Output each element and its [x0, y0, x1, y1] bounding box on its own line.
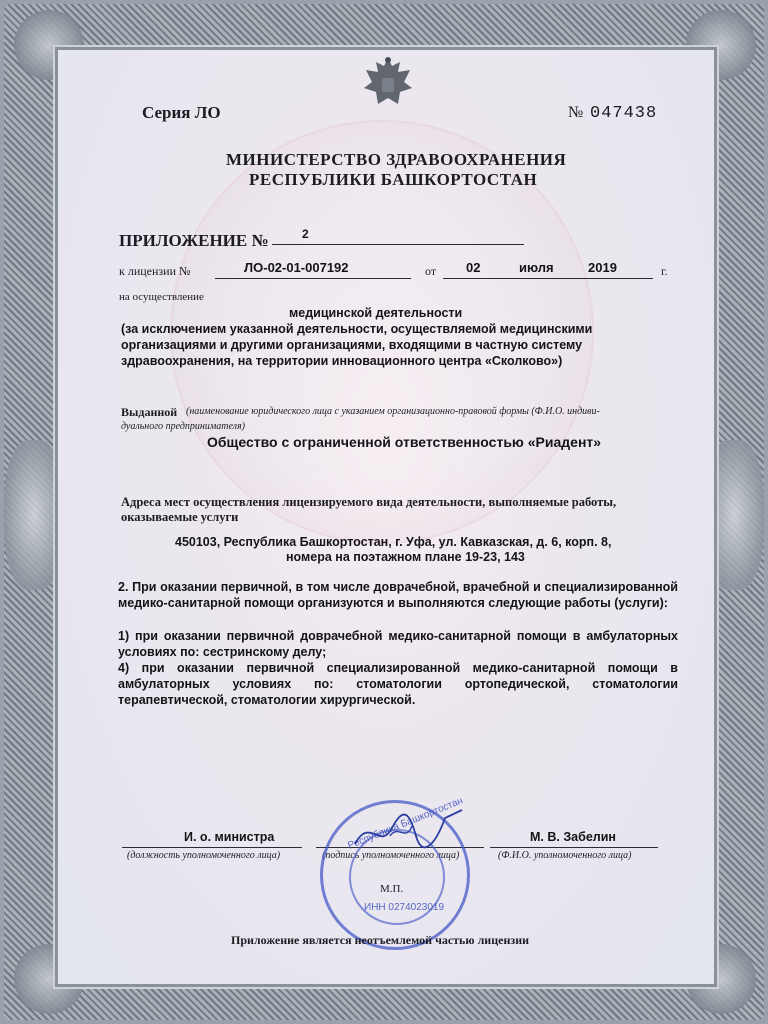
activity-line1: медицинской деятельности [289, 306, 463, 320]
date-month: июля [519, 260, 554, 275]
license-label: к лицензии № [119, 264, 191, 278]
appendix-number: 2 [302, 227, 309, 241]
address-line1: 450103, Республика Башкортостан, г. Уфа, ул. Кавказская, д. 6, корп. 8, [175, 535, 612, 549]
mp-mark: М.П. [380, 883, 404, 895]
date-year: 2019 [588, 260, 617, 275]
issued-note-line1: (наименование юридического лица с указанием организационно-правовой формы (Ф.И.О. индиви- [186, 406, 600, 417]
handwritten-signature [350, 806, 470, 856]
signatory-name: М. В. Забелин [530, 830, 616, 844]
activity-label: на осуществление [119, 291, 204, 303]
services-item-1: 1) при оказании первичной доврачебной медико-санитарной помощи в амбулаторных условиях по: сестринскому делу; [118, 629, 678, 659]
series-label: Серия ЛО [142, 103, 221, 122]
signature-caption: (подпись уполномоченного лица) [322, 850, 460, 861]
footer-note: Приложение является неотъемлемой частью лицензии [231, 933, 530, 947]
issued-label: Выданной [121, 405, 178, 419]
document-number: 047438 [590, 104, 658, 123]
addresses-label-line1: Адреса мест осуществления лицензируемого вида деятельности, выполняемые работы, [121, 495, 617, 509]
number-sign: № [568, 104, 584, 121]
name-line [490, 847, 658, 848]
date-line [443, 278, 653, 279]
address-line2: номера на поэтажном плане 19-23, 143 [286, 550, 525, 564]
date-day: 02 [466, 260, 481, 275]
issued-note-line2: дуального предпринимателя) [121, 421, 245, 432]
position-line [122, 847, 302, 848]
activity-line3: организациями и другими организациями, входящими в частную систему [121, 338, 583, 352]
ministry-title-line1: МИНИСТЕРСТВО ЗДРАВООХРАНЕНИЯ [226, 150, 567, 169]
appendix-number-line [272, 244, 524, 245]
seal-text-id: ИНН 0274023019 [364, 902, 445, 913]
activity-line2: (за исключением указанной деятельности, осуществляемой медицинскими [121, 322, 593, 336]
license-number: ЛО-02-01-007192 [244, 260, 349, 275]
signatory-position: И. о. министра [184, 830, 275, 844]
addresses-label-line2: оказываемые услуги [121, 510, 239, 524]
side-ornament-left [4, 440, 64, 590]
from-label: от [425, 264, 437, 278]
position-caption: (должность уполномоченного лица) [127, 850, 281, 861]
activity-line4: здравоохранения, на территории инновационного центра «Сколково») [121, 354, 563, 368]
organization-name: Общество с ограниченной ответственностью «Риадент» [207, 434, 602, 450]
services-paragraph-2: 2. При оказании первичной, в том числе доврачебной, врачебной и специализированной медико-санитарной помощи организуются и выполняются следующие работы (услуги): [118, 580, 678, 610]
services-item-4: 4) при оказании первичной специализированной медико-санитарной помощи в амбулаторных условиях по: стоматологии ортопедической, стоматологии терапевтической, стоматологии хирургической. [118, 661, 678, 707]
appendix-label: ПРИЛОЖЕНИЕ № [119, 231, 269, 250]
license-number-line [215, 278, 411, 279]
name-caption: (Ф.И.О. уполномоченного лица) [498, 850, 632, 861]
coat-of-arms-icon [356, 52, 420, 116]
year-suffix: г. [661, 264, 668, 278]
seal-text-top: Республика Башкортостан [346, 795, 465, 852]
ministry-title-line2: РЕСПУБЛИКИ БАШКОРТОСТАН [249, 170, 538, 189]
